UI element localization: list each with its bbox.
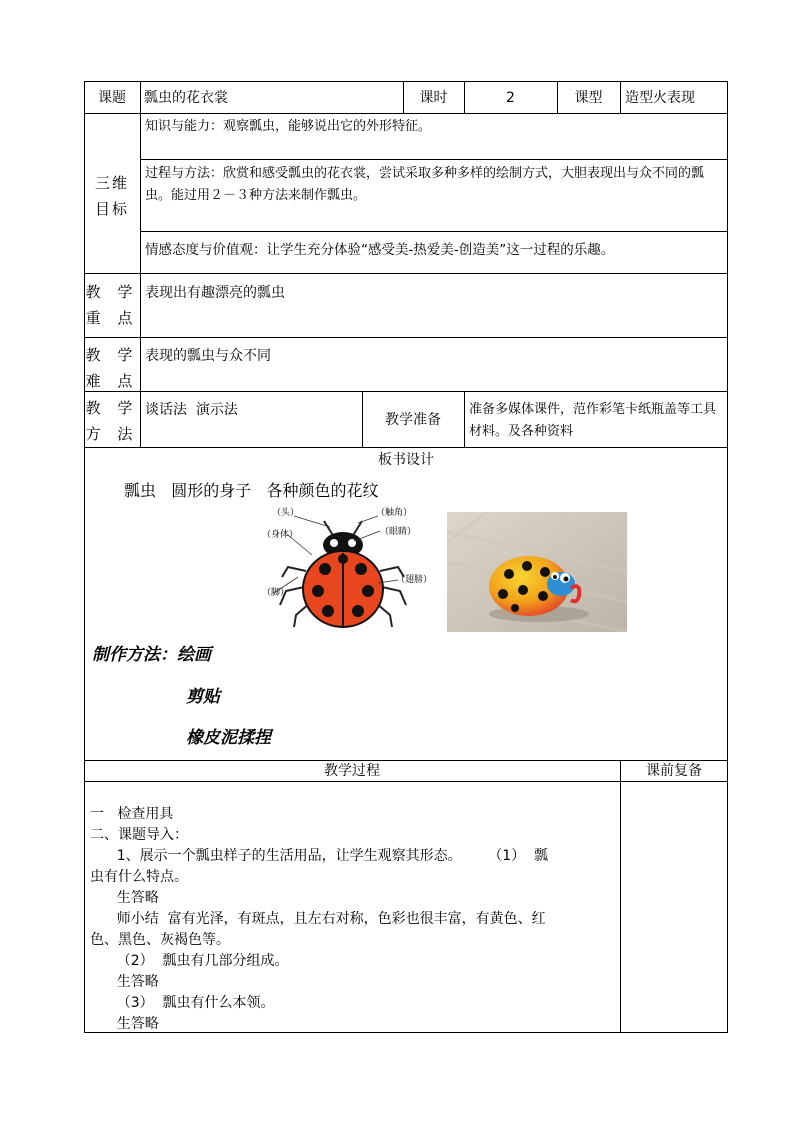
clay-ladybug-photo <box>447 512 627 632</box>
goal-knowledge: 知识与能力：观察瓢虫，能够说出它的外形特征。 <box>145 119 432 134</box>
process-line: 生答略 <box>90 974 159 990</box>
process-line: 生答略 <box>90 890 159 906</box>
method-label-line1: 教 学 <box>85 399 139 417</box>
diagram-label-head: （头） <box>272 508 300 518</box>
method-label-line2: 方 法 <box>85 425 139 443</box>
topic-label: 课题 <box>98 90 126 106</box>
process-line: 一 检查用具 <box>90 806 174 822</box>
goal-process: 过程与方法：欣赏和感受瓢虫的花衣裳，尝试采取多种多样的绘制方式，大胆表现出与众不同的瓢虫。能过用２－３种方法来制作瓢虫。 <box>145 166 705 203</box>
diagram-label-body: （身体） <box>262 530 299 540</box>
method-value: 谈话法 演示法 <box>145 402 238 418</box>
process-line: （2） 瓢虫有几部分组成。 <box>90 953 289 969</box>
key-point-value: 表现出有趣漂亮的瓢虫 <box>145 285 285 301</box>
method-cut-paste: 剪贴 <box>186 687 220 707</box>
process-line: 生答略 <box>90 1016 159 1032</box>
type-label: 课型 <box>574 90 603 106</box>
diagram-label-wing: （翅膀） <box>396 575 433 585</box>
goals-label-line2: 目标 <box>94 200 129 218</box>
process-line: 二、课题导入： <box>90 827 188 843</box>
board-line: 瓢虫 圆形的身子 各种颜色的花纹 <box>124 481 379 500</box>
topic-value: 瓢虫的花衣裳 <box>144 90 228 106</box>
prep-value: 准备多媒体课件，范作彩笔卡纸瓶盖等工具材料。及各种资料 <box>469 402 717 439</box>
method-label <box>84 395 140 447</box>
goals-label-line1: 三维 <box>94 174 129 192</box>
key-point-label-line1: 教 学 <box>85 283 139 301</box>
method-title: 制作方法：绘画 <box>92 645 211 665</box>
key-point-label <box>84 279 140 331</box>
process-line: 色、黑色、灰褐色等。 <box>90 932 230 948</box>
type-value: 造型火表现 <box>625 90 695 106</box>
board-title: 板书设计 <box>378 452 434 468</box>
diagram-label-leg: （脚） <box>262 588 290 598</box>
ladybug-diagram <box>258 507 428 633</box>
diagram-label-eye: （眼睛） <box>380 527 417 537</box>
key-point-label-line2: 重 点 <box>85 309 139 327</box>
diagram-label-antenna: （触角） <box>376 508 413 518</box>
hours-value: 2 <box>506 90 515 106</box>
difficulty-label <box>84 342 140 394</box>
difficulty-label-line1: 教 学 <box>85 346 139 364</box>
process-title: 教学过程 <box>324 763 380 779</box>
process-line: 虫有什么特点。 <box>90 869 188 885</box>
process-line: 1、展示一个瓢虫样子的生活用品，让学生观察其形态。 （1） 瓢 <box>90 848 549 864</box>
difficulty-label-line2: 难 点 <box>85 372 139 390</box>
prep-label: 教学准备 <box>385 412 441 428</box>
process-line: 师小结 富有光泽，有斑点，且左右对称，色彩也很丰富，有黄色、红 <box>90 911 546 927</box>
process-line: （3） 瓢虫有什么本领。 <box>90 995 275 1011</box>
hours-label: 课时 <box>419 90 448 106</box>
goals-label <box>84 170 140 222</box>
method-clay: 橡皮泥揉捏 <box>186 728 271 748</box>
review-title: 课前复备 <box>646 763 702 779</box>
goal-emotion: 情感态度与价值观：让学生充分体验“感受美-热爱美-创造美”这一过程的乐趣。 <box>145 242 615 258</box>
difficulty-value: 表现的瓢虫与众不同 <box>145 348 271 364</box>
process-body <box>90 804 616 1035</box>
